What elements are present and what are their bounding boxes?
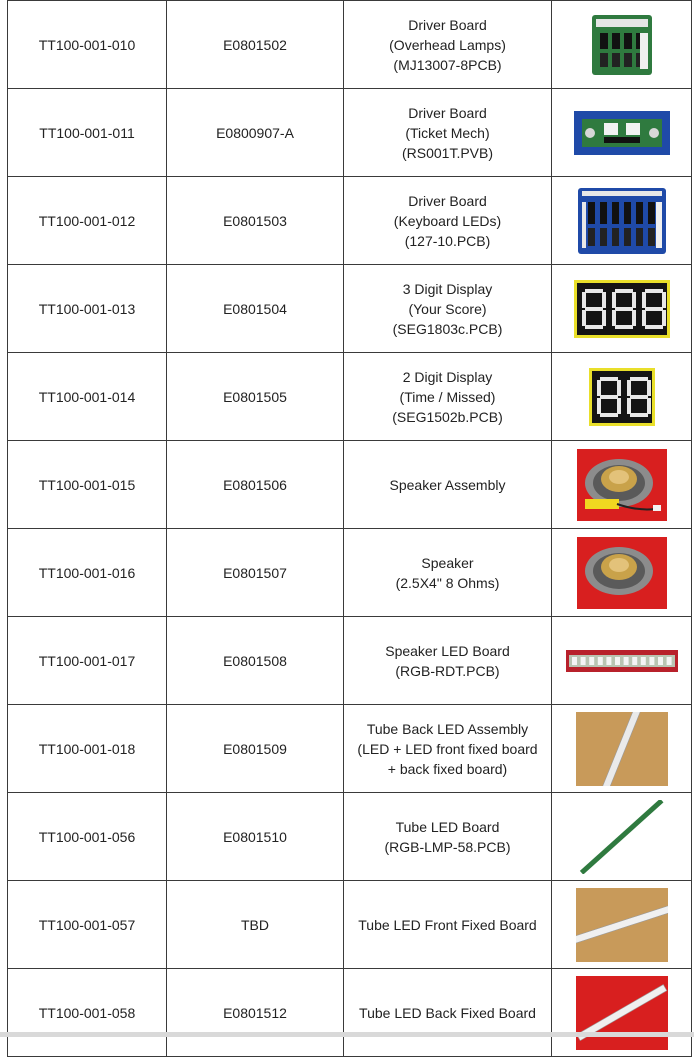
item-code: E0800907-A bbox=[216, 124, 294, 141]
item-code-cell bbox=[167, 529, 344, 617]
description-line: (Overhead Lamps) bbox=[389, 36, 506, 53]
part-photo-cell bbox=[552, 1, 692, 89]
part-number-cell bbox=[8, 353, 167, 441]
description-line: (MJ13007-8PCB) bbox=[393, 56, 502, 73]
description-cell bbox=[344, 441, 552, 529]
part-number-cell bbox=[8, 441, 167, 529]
item-code: E0801506 bbox=[223, 476, 287, 493]
table-row bbox=[8, 881, 692, 969]
description-line: (SEG1803c.PCB) bbox=[392, 320, 503, 337]
speaker-assembly-photo bbox=[552, 449, 691, 521]
part-number: TT100-001-014 bbox=[38, 388, 136, 405]
description-line: (RS001T.PVB) bbox=[401, 144, 494, 161]
description-line: Driver Board bbox=[408, 192, 487, 209]
speaker-led-board-photo bbox=[552, 650, 691, 672]
item-code-cell bbox=[167, 969, 344, 1057]
description-cell bbox=[344, 529, 552, 617]
description-cell bbox=[344, 265, 552, 353]
part-number: TT100-001-018 bbox=[38, 740, 136, 757]
two-digit-display-photo bbox=[552, 368, 691, 426]
description-line: + back fixed board) bbox=[387, 760, 508, 777]
description-cell bbox=[344, 89, 552, 177]
part-number: TT100-001-017 bbox=[38, 652, 136, 669]
part-number-cell bbox=[8, 177, 167, 265]
parts-table-body bbox=[8, 1, 692, 1057]
driver-board-overhead-lamps-photo bbox=[552, 15, 691, 75]
item-code: E0801505 bbox=[223, 388, 287, 405]
part-photo-cell bbox=[552, 265, 692, 353]
driver-board-keyboard-leds-photo bbox=[552, 188, 691, 254]
description-line: Speaker LED Board bbox=[385, 642, 510, 659]
page-bottom-strip bbox=[0, 1032, 694, 1037]
description-line: (LED + LED front fixed board bbox=[357, 740, 538, 757]
part-number: TT100-001-011 bbox=[39, 124, 135, 141]
description-line: Tube LED Front Fixed Board bbox=[358, 916, 537, 933]
tube-led-front-fixed-board-photo bbox=[552, 888, 691, 962]
item-code: TBD bbox=[241, 916, 269, 933]
description-line: Driver Board bbox=[408, 104, 487, 121]
description-line: Driver Board bbox=[408, 16, 487, 33]
part-photo-cell bbox=[552, 177, 692, 265]
description-line: (SEG1502b.PCB) bbox=[392, 408, 503, 425]
part-photo-cell bbox=[552, 881, 692, 969]
table-row bbox=[8, 1, 692, 89]
item-code-cell bbox=[167, 705, 344, 793]
part-number-cell bbox=[8, 265, 167, 353]
item-code: E0801512 bbox=[223, 1004, 287, 1021]
description-line: 2 Digit Display bbox=[402, 368, 493, 385]
part-number-cell bbox=[8, 1, 167, 89]
table-row bbox=[8, 441, 692, 529]
item-code: E0801504 bbox=[223, 300, 287, 317]
item-code-cell bbox=[167, 441, 344, 529]
part-number: TT100-001-013 bbox=[38, 300, 136, 317]
part-number-cell bbox=[8, 705, 167, 793]
driver-board-ticket-mech-photo bbox=[552, 111, 691, 155]
description-line: (Keyboard LEDs) bbox=[393, 212, 502, 229]
part-number: TT100-001-015 bbox=[38, 476, 136, 493]
description-cell bbox=[344, 705, 552, 793]
part-number: TT100-001-058 bbox=[38, 1004, 136, 1021]
description-cell bbox=[344, 353, 552, 441]
part-photo-cell bbox=[552, 617, 692, 705]
part-number-cell bbox=[8, 89, 167, 177]
item-code-cell bbox=[167, 265, 344, 353]
table-row bbox=[8, 793, 692, 881]
description-line: (RGB-LMP-58.PCB) bbox=[384, 838, 511, 855]
item-code-cell bbox=[167, 881, 344, 969]
part-photo-cell bbox=[552, 353, 692, 441]
item-code-cell bbox=[167, 89, 344, 177]
part-number-cell bbox=[8, 793, 167, 881]
part-number: TT100-001-057 bbox=[38, 916, 136, 933]
description-cell bbox=[344, 881, 552, 969]
description-line: (2.5X4" 8 Ohms) bbox=[395, 574, 500, 591]
part-number: TT100-001-012 bbox=[38, 212, 136, 229]
part-number-cell bbox=[8, 881, 167, 969]
parts-table bbox=[7, 0, 692, 1057]
tube-back-led-assembly-photo bbox=[552, 712, 691, 786]
description-line: Tube LED Board bbox=[395, 818, 500, 835]
item-code-cell bbox=[167, 617, 344, 705]
part-photo-cell bbox=[552, 441, 692, 529]
description-line: Tube Back LED Assembly bbox=[366, 720, 529, 737]
part-number-cell bbox=[8, 617, 167, 705]
description-cell bbox=[344, 969, 552, 1057]
description-cell bbox=[344, 177, 552, 265]
item-code: E0801508 bbox=[223, 652, 287, 669]
part-number: TT100-001-010 bbox=[38, 36, 136, 53]
table-row bbox=[8, 529, 692, 617]
description-line: Speaker Assembly bbox=[389, 476, 506, 493]
description-cell bbox=[344, 1, 552, 89]
description-line: (Ticket Mech) bbox=[405, 124, 490, 141]
item-code-cell bbox=[167, 1, 344, 89]
speaker-photo bbox=[552, 537, 691, 609]
three-digit-display-photo bbox=[552, 280, 691, 338]
table-row bbox=[8, 617, 692, 705]
description-line: 3 Digit Display bbox=[402, 280, 493, 297]
part-photo-cell bbox=[552, 793, 692, 881]
description-line: Tube LED Back Fixed Board bbox=[359, 1004, 536, 1021]
part-photo-cell bbox=[552, 529, 692, 617]
item-code: E0801507 bbox=[223, 564, 287, 581]
item-code-cell bbox=[167, 177, 344, 265]
tube-led-back-fixed-board-photo bbox=[552, 976, 691, 1050]
part-photo-cell bbox=[552, 705, 692, 793]
tube-led-board-photo bbox=[552, 800, 691, 874]
part-number-cell bbox=[8, 529, 167, 617]
item-code: E0801509 bbox=[223, 740, 287, 757]
description-line: Speaker bbox=[421, 554, 474, 571]
description-cell bbox=[344, 617, 552, 705]
item-code-cell bbox=[167, 353, 344, 441]
part-photo-cell bbox=[552, 89, 692, 177]
part-number: TT100-001-016 bbox=[38, 564, 136, 581]
description-line: (127-10.PCB) bbox=[404, 232, 491, 249]
description-cell bbox=[344, 793, 552, 881]
part-number: TT100-001-056 bbox=[38, 828, 136, 845]
description-line: (Your Score) bbox=[408, 300, 487, 317]
table-row bbox=[8, 265, 692, 353]
table-row bbox=[8, 353, 692, 441]
item-code-cell bbox=[167, 793, 344, 881]
description-line: (RGB-RDT.PCB) bbox=[395, 662, 500, 679]
description-line: (Time / Missed) bbox=[399, 388, 496, 405]
item-code: E0801510 bbox=[223, 828, 287, 845]
table-row bbox=[8, 969, 692, 1057]
item-code: E0801503 bbox=[223, 212, 287, 229]
part-number-cell bbox=[8, 969, 167, 1057]
table-row bbox=[8, 177, 692, 265]
item-code: E0801502 bbox=[223, 36, 287, 53]
table-row bbox=[8, 705, 692, 793]
part-photo-cell bbox=[552, 969, 692, 1057]
table-row bbox=[8, 89, 692, 177]
